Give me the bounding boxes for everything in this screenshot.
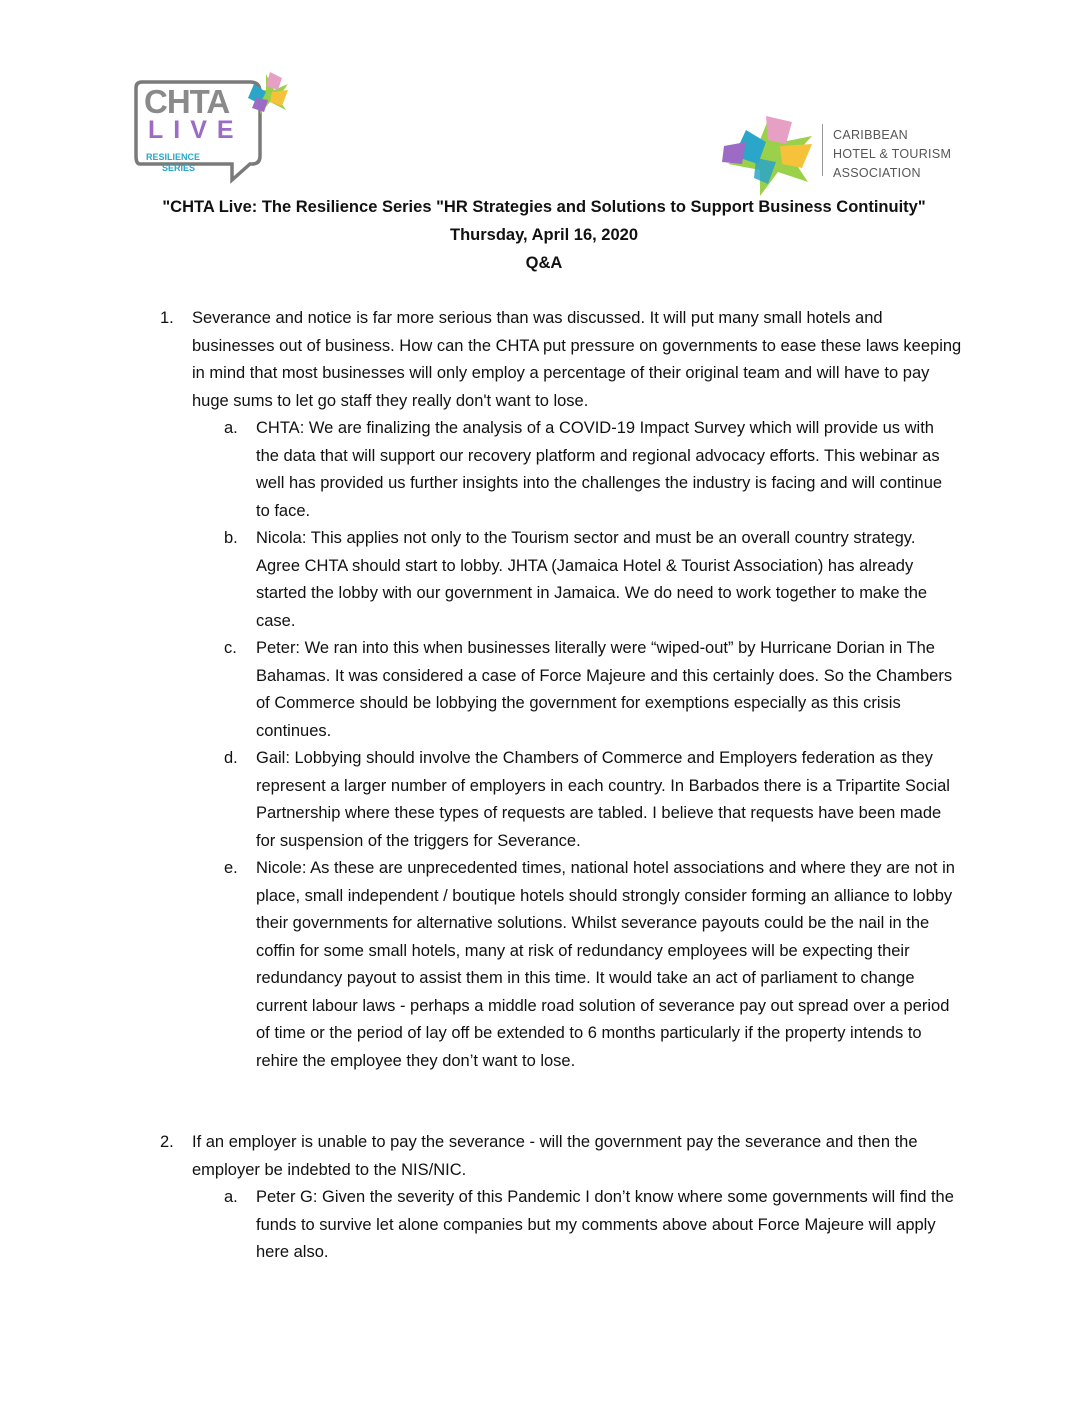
star-icon [716,112,820,198]
answer-text: Peter G: Given the severity of this Pandemic I don’t know where some governments will find the funds to survive let alone companies but my comments above about Force Majeure will apply here also. [256,1188,954,1261]
answer-letter: a. [224,419,238,437]
question-number: 1. [160,309,174,327]
answer-text: Nicole: As these are unprecedented times, national hotel associations and where they are not in place, small independent / boutique hotels should strongly consider forming an alliance to lobby their governments for alternative solutions. Whilst severance payouts could be the nail in the coffin for some small hotels, many at risk of redundancy employees will be expecting their redundancy payout to assist them in this time. It would take an act of parliament to change current labour laws - perhaps a middle road solution of severance pay out spread over a period of time or the period of lay off be extended to 6 months particularly if the property intends to rehire the employee they don’t want to lose. [256,859,955,1070]
star-icon [248,72,288,114]
question-item [160,1129,962,1184]
logo-live-text: LIVE [148,116,244,144]
document-subtitle: Q&A [525,254,563,272]
document-title: "CHTA Live: The Resilience Series "HR Strategies and Solutions to Support Business Continuity" [162,198,926,216]
logo-chta-text: CHTA [144,83,230,120]
association-logo [716,112,976,198]
answer-item [224,1184,956,1267]
question-text: If an employer is unable to pay the severance - will the government pay the severance and then the employer be indebted to the NIS/NIC. [192,1133,918,1179]
question-text: Severance and notice is far more serious than was discussed. It will put many small hotels and businesses out of business. How can the CHTA put pressure on governments to ease these laws keeping in mind that most businesses will only employ a percentage of their original team and will have to pay huge sums to let go staff they really don't want to lose. [192,309,962,410]
answer-letter: e. [224,859,238,877]
question-item [160,305,962,415]
logo-divider [822,124,823,176]
logo-resilience-text: RESILIENCE [146,152,201,162]
answer-item [224,415,956,525]
answer-text: CHTA: We are finalizing the analysis of a COVID-19 Impact Survey which will provide us with the data that will support our recovery platform and regional advocacy efforts. This webinar as well has provided us further insights into the challenges the industry is facing and will continue to face. [256,419,943,520]
answer-item [224,635,956,745]
answer-text: Peter: We ran into this when businesses literally were “wiped-out” by Hurricane Dorian in The Bahamas. It was considered a case of Force Majeure and this certainly does. So the Chambers of Commerce should be lobbying the government for exemptions especially as this crisis continues. [256,639,953,740]
answer-letter: b. [224,529,238,547]
answer-text: Nicola: This applies not only to the Tourism sector and must be an overall country strategy. Agree CHTA should start to lobby. JHTA (Jamaica Hotel & Tourist Association) has already started the lobby with our government in Jamaica. We do need to work together to make the case. [256,529,928,630]
association-line-3: ASSOCIATION [833,166,921,180]
answer-letter: a. [224,1188,238,1206]
document-date: Thursday, April 16, 2020 [450,226,638,244]
logo-series-text: SERIES [162,163,196,173]
answer-item [224,855,956,1075]
answer-letter: d. [224,749,238,767]
answer-item [224,525,956,635]
question-number: 2. [160,1133,174,1151]
association-line-1: CARIBBEAN [833,128,908,142]
answer-item [224,745,956,855]
answer-letter: c. [224,639,237,657]
chta-live-logo [132,70,292,186]
answer-text: Gail: Lobbying should involve the Chambers of Commerce and Employers federation as they represent a larger number of employers in each country. In Barbados there is a Tripartite Social Partnership where these types of requests are tabled. I believe that requests have been made for suspension of the triggers for Severance. [256,749,950,850]
association-line-2: HOTEL & TOURISM [833,147,952,161]
association-name [833,126,951,183]
